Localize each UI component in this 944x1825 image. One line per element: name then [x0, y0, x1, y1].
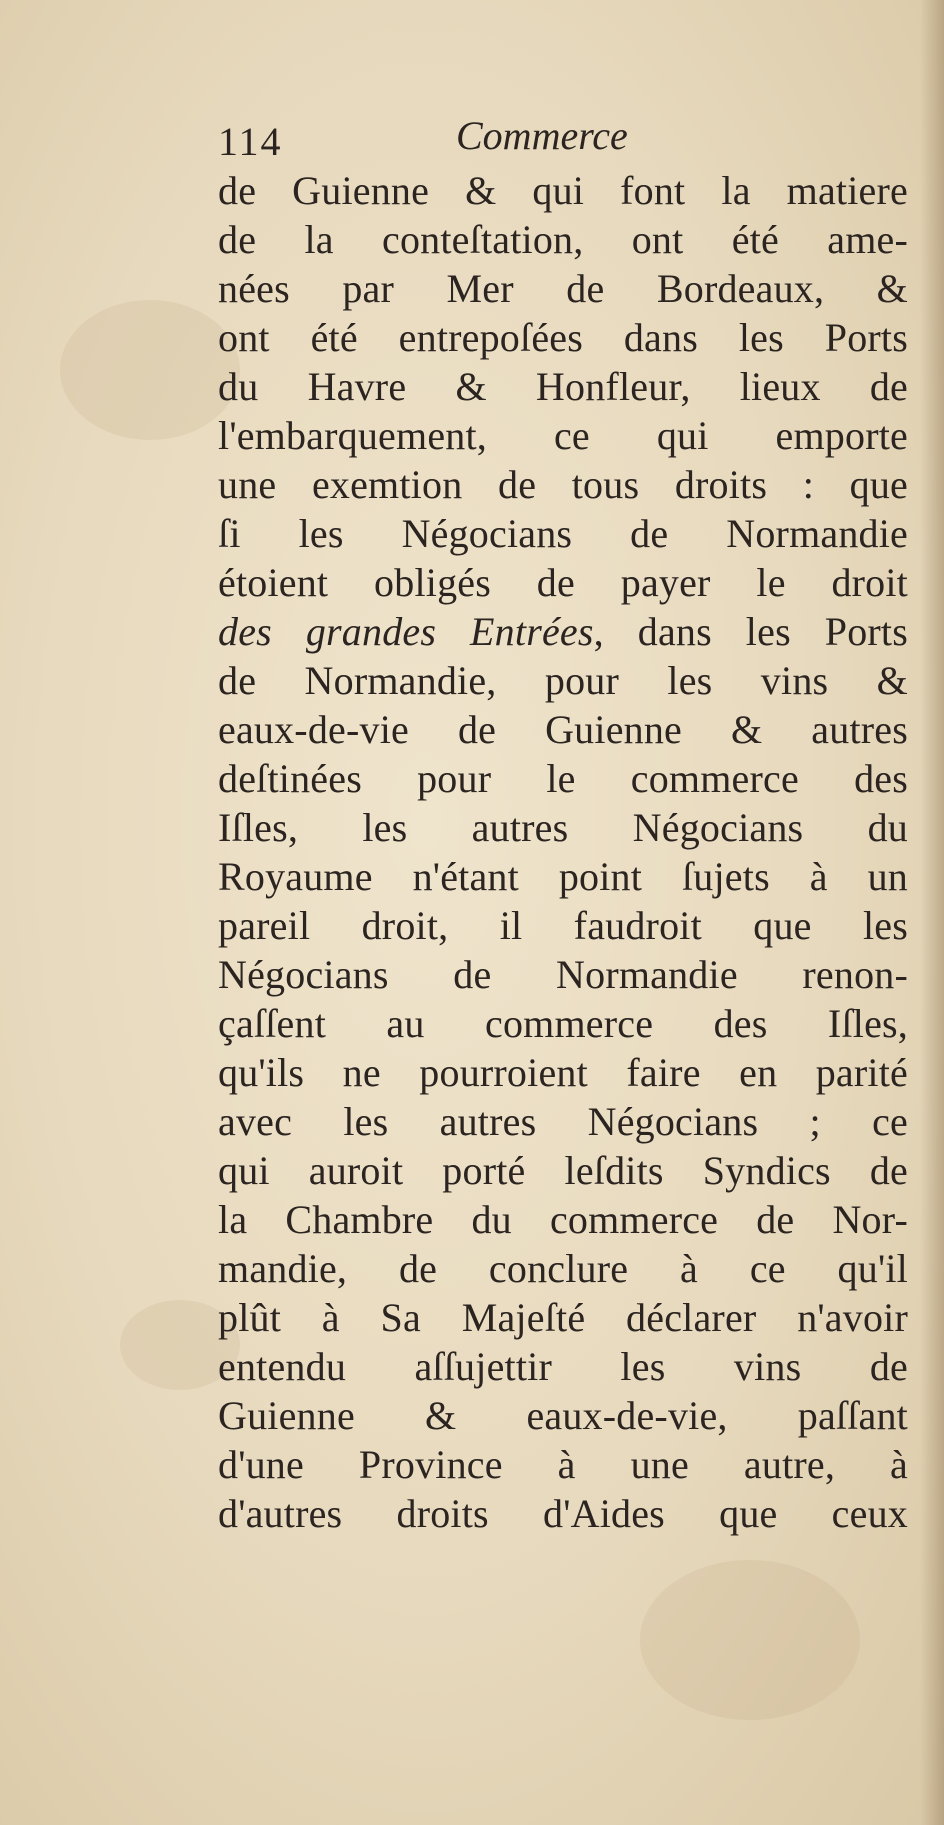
text-segment: ſi les Négocians de Normandie [218, 511, 908, 556]
page-number: 114 [218, 119, 283, 164]
text-segment: Iſles, les autres Négocians du [218, 805, 908, 850]
page-edge-shadow [920, 0, 944, 1825]
text-segment: qui auroit porté leſdits Syndics de [218, 1148, 908, 1193]
text-line [218, 215, 908, 264]
text-segment: la Chambre du commerce de Nor- [218, 1197, 908, 1242]
paper-stain [640, 1560, 860, 1720]
text-line [218, 1440, 908, 1489]
text-line [218, 950, 908, 999]
text-line [218, 460, 908, 509]
text-segment: d'une Province à une autre, à [218, 1442, 908, 1487]
text-segment: étoient obligés de payer le droit [218, 560, 908, 605]
text-segment: de la conteſtation, ont été ame- [218, 217, 908, 262]
text-line [218, 166, 908, 215]
text-segment: entendu aſſujettir les vins de [218, 1344, 908, 1389]
text-line [218, 1146, 908, 1195]
text-line [218, 1391, 908, 1440]
text-line [218, 509, 908, 558]
text-line [218, 1293, 908, 1342]
running-title: Commerce [456, 113, 628, 158]
italic-text: des grandes Entrées [218, 609, 594, 654]
text-segment: mandie, de conclure à ce qu'il [218, 1246, 908, 1291]
text-segment: Royaume n'étant point ſujets à un [218, 854, 908, 899]
text-line [218, 999, 908, 1048]
text-line [218, 558, 908, 607]
text-line [218, 754, 908, 803]
text-line [218, 803, 908, 852]
text-segment: çaſſent au commerce des Iſles, [218, 1001, 908, 1046]
text-line [218, 313, 908, 362]
text-segment: une exemtion de tous droits : que [218, 462, 908, 507]
text-segment: l'embarquement, ce qui emporte [218, 413, 908, 458]
text-line [218, 362, 908, 411]
text-line [218, 901, 908, 950]
text-line [218, 852, 908, 901]
text-line [218, 705, 908, 754]
text-segment: ont été entrepoſées dans les Ports [218, 315, 908, 360]
text-segment: plût à Sa Majeſté déclarer n'avoir [218, 1295, 908, 1340]
text-segment: deſtinées pour le commerce des [218, 756, 908, 801]
text-segment: avec les autres Négocians ; ce [218, 1099, 908, 1144]
text-line [218, 1048, 908, 1097]
text-segment: Négocians de Normandie renon- [218, 952, 908, 997]
text-line [218, 264, 908, 313]
text-line [218, 411, 908, 460]
text-segment: eaux-de-vie de Guienne & autres [218, 707, 908, 752]
text-segment: de Guienne & qui font la matiere [218, 168, 908, 213]
text-segment: de Normandie, pour les vins & [218, 658, 908, 703]
text-line [218, 1097, 908, 1146]
text-segment: du Havre & Honfleur, lieux de [218, 364, 908, 409]
body-text [218, 166, 908, 1538]
text-line [218, 656, 908, 705]
text-line [218, 1342, 908, 1391]
text-segment: qu'ils ne pourroient faire en parité [218, 1050, 908, 1095]
text-segment: d'autres droits d'Aides que ceux [218, 1491, 908, 1536]
page-header [218, 112, 898, 172]
text-segment: nées par Mer de Bordeaux, & [218, 266, 908, 311]
text-line [218, 1244, 908, 1293]
paper-stain [60, 300, 240, 440]
text-line [218, 607, 908, 656]
text-segment: pareil droit, il faudroit que les [218, 903, 908, 948]
text-line [218, 1195, 908, 1244]
text-segment: Guienne & eaux-de-vie, paſſant [218, 1393, 908, 1438]
text-segment: , dans les Ports [593, 609, 908, 654]
text-line [218, 1489, 908, 1538]
